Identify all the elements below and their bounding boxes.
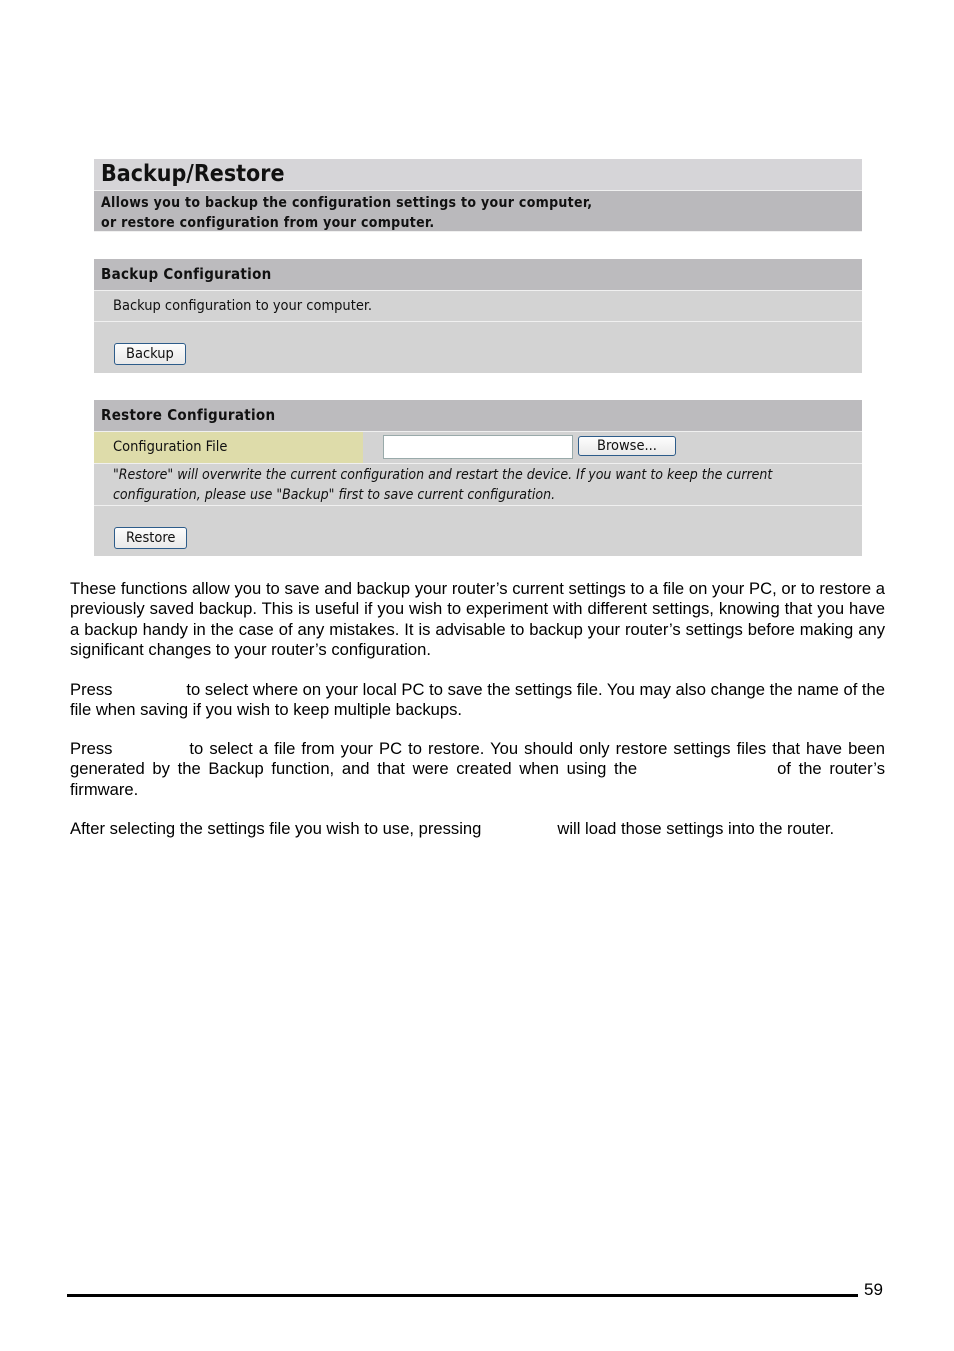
configuration-file-input[interactable] (383, 435, 573, 459)
footer-rule (67, 1294, 858, 1297)
text: to select where on your local PC to save the settings file. You may also change the name of the file when saving if you wish to keep multiple backups. (70, 680, 885, 720)
configuration-file-label: Configuration File (94, 432, 363, 463)
description-line: or restore configuration from your computer. (101, 215, 435, 231)
backup-restore-panel (94, 159, 862, 232)
section-header: Restore Configuration (94, 400, 862, 432)
text: will load those settings into the router. (557, 819, 835, 838)
page-number: 59 (864, 1280, 883, 1299)
section-header: Backup Configuration (94, 259, 862, 291)
restore-note: "Restore" will overwrite the current configuration and restart the device. If you want to keep the current configuration, please use "Backup" first to save current configuration. (94, 464, 862, 506)
page-title: Backup/Restore (94, 159, 862, 191)
text: Press (70, 680, 113, 699)
restore-button[interactable]: Restore (114, 527, 187, 549)
paragraph-intro: These functions allow you to save and backup your router’s current settings to a file on your PC, or to restore a previously saved backup. This is useful if you wish to experiment with different settings, knowing that you have a backup handy in the case of any mistakes. It is advisable to backup your router’s settings before making any significant changes to your router’s configuration. (70, 579, 885, 660)
paragraph-backup (70, 680, 885, 721)
text: of the router’s firmware. (70, 759, 885, 799)
restore-section (94, 400, 862, 556)
browse-button[interactable]: Browse... (578, 436, 676, 456)
text: After selecting the settings file you wish to use, pressing (70, 819, 482, 838)
paragraph-load (70, 819, 885, 839)
paragraph-restore (70, 739, 885, 800)
backup-section (94, 259, 862, 373)
backup-text: Backup configuration to your computer. (94, 291, 862, 322)
text: Press (70, 739, 113, 758)
backup-button[interactable]: Backup (114, 343, 186, 365)
description-line: Allows you to backup the configuration settings to your computer, (101, 195, 593, 211)
text: to select a file from your PC to restore. You should only restore settings files that have been generated by the Backup function, and that were created when using the (70, 739, 885, 779)
page-description (94, 191, 862, 232)
